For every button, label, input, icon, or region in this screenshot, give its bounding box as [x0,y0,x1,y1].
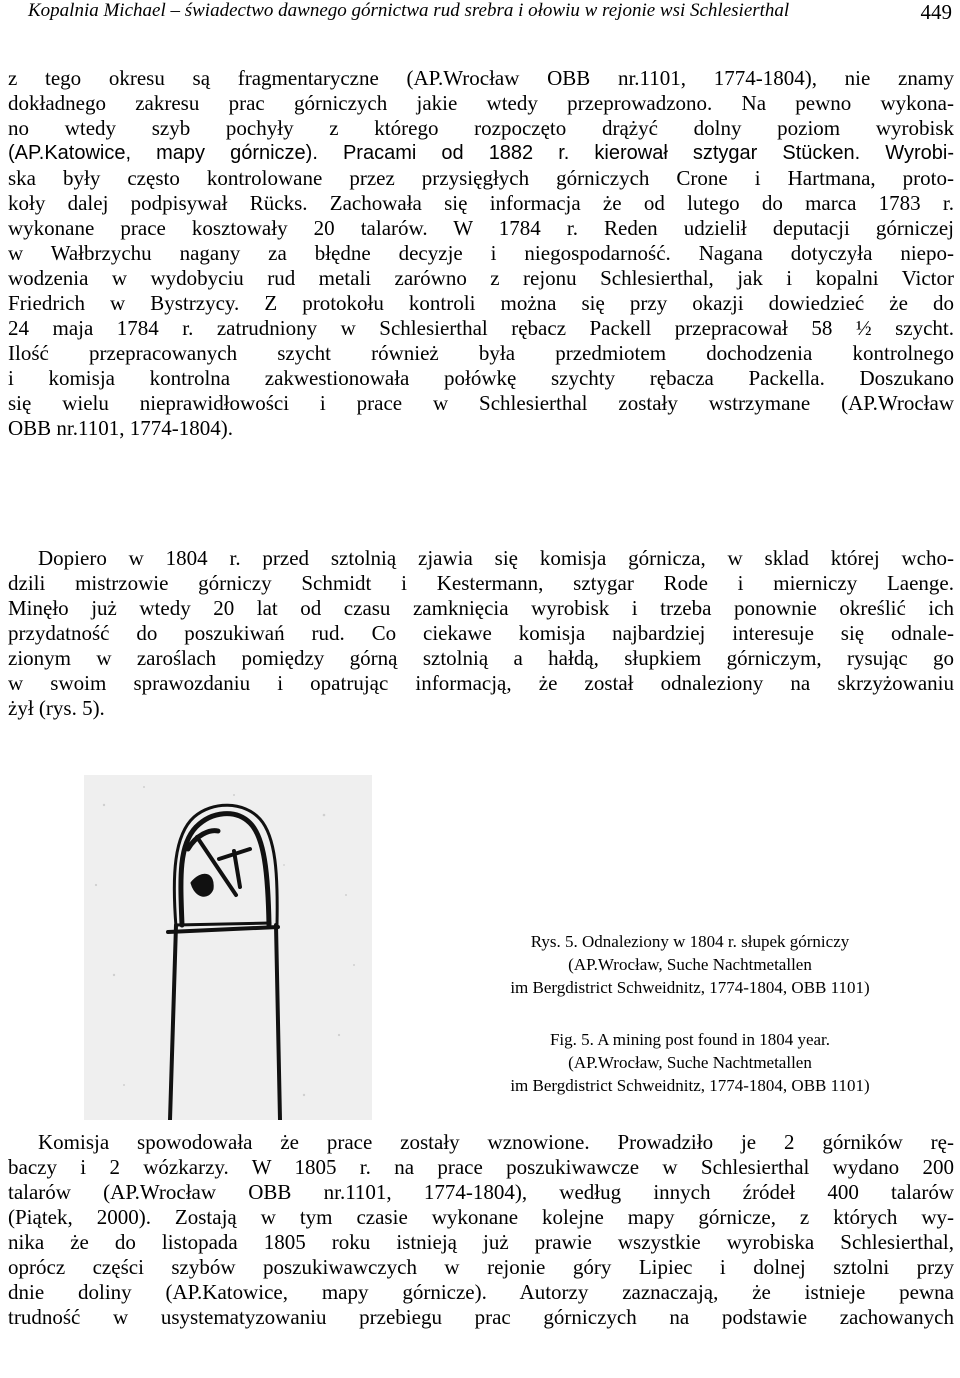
text-line: baczy i 2 wózkarzy. W 1805 r. na prace poszukiwawcze w Schlesierthal wydano 200 [8,1155,954,1179]
text-line: oprócz części szybów poszukiwawczych w rejonie góry Lipiec i dolnej sztolni przy [8,1255,954,1279]
caption-line: Fig. 5. A mining post found in 1804 year. [549,1030,831,1049]
text-line: wodzenia w wydobyciu rud metali zarówno z rejonu Schlesierthal, jak i kopalni Victor [8,266,954,290]
text-line: w Wałbrzychu nagany za błędne decyzje i niegospodarność. Nagana dotyczyła niepo- [8,241,954,265]
caption-line: (AP.Wrocław, Suche Nachtmetallen [568,1053,812,1072]
text-line: (Piątek, 2000). Zostają w tym czasie wykonane kolejne mapy górnicze, z których wy- [8,1205,954,1229]
caption-line: Rys. 5. Odnaleziony w 1804 r. słupek górniczy [530,932,850,951]
text-line: Minęło już wtedy 20 lat od czasu zamknięcia wyrobisk i trzeba ponownie określić ich [8,596,954,620]
figure-caption-english [430,1028,950,1097]
text-line: ska były często kontrolowane przez przysięgłych górniczych Crone i Hartmana, proto- [8,166,954,190]
text-line: Komisja spowodowała że prace zostały wznowione. Prowadziło je 2 górników rę- [38,1130,954,1154]
mining-post-sketch [84,775,372,1120]
text-line: Dopiero w 1804 r. przed sztolnią zjawia się komisja górnicza, w sklad której wcho- [38,546,954,570]
mining-post-drawing [84,775,372,1120]
text-line: wykonane prace kosztowały 20 talarów. W 1784 r. Reden udzielił deputacji górniczej [8,216,954,240]
text-line: z tego okresu są fragmentaryczne (AP.Wrocław OBB nr.1101, 1774-1804), nie znamy [8,66,954,90]
paragraph-3 [8,1130,954,1330]
figure-caption-polish [430,930,950,999]
caption-line: im Bergdistrict Schweidnitz, 1774-1804, OBB 1101) [510,978,870,997]
text-line: koły dalej podpisywał Rücks. Zachowała się informacja że od lutego do marca 1783 r. [8,191,954,215]
page-number: 449 [920,0,952,24]
text-line: trudność w usystematyzowaniu przebiegu prac górniczych na podstawie zachowanych [8,1305,954,1329]
text-line: dzili mistrzowie górniczy Schmidt i Kestermann, sztygar Rode i mierniczy Laenge. [8,571,954,595]
text-line: w swoim sprawozdaniu i opatrując informacją, że został odnaleziony na skrzyżowaniu [8,671,954,695]
text-line: Ilość przepracowanych szycht również była przedmiotem dochodzenia kontrolnego [8,341,954,365]
text-line: (AP.Katowice, mapy górnicze). Pracami od 1882 r. kierował sztygar Stücken. Wyrobi- [8,142,954,164]
caption-line: (AP.Wrocław, Suche Nachtmetallen [568,955,812,974]
running-header [28,0,960,30]
text-line: przydatność do poszukiwań rud. Co ciekawe komisja najbardziej interesuje się odnale- [8,621,954,645]
paragraph-1 [8,66,954,441]
paragraph-2 [8,546,954,721]
text-line: się wielu nieprawidłowości i prace w Schlesierthal zostały wstrzymane (AP.Wrocław [8,391,954,415]
text-line: talarów (AP.Wrocław OBB nr.1101, 1774-1804), według innych źródeł 400 talarów [8,1180,954,1204]
text-line: Friedrich w Bystrzycy. Z protokołu kontroli można się przy okazji dowiedzieć że do [8,291,954,315]
text-line: 24 maja 1784 r. zatrudniony w Schlesierthal rębacz Packell przepracował 58 ½ szycht. [8,316,954,340]
text-line: żył (rys. 5). [8,696,105,720]
text-line: no wtedy szyb pochyły z którego rozpoczęto drążyć dolny poziom wyrobisk [8,116,954,140]
text-line: OBB nr.1101, 1774-1804). [8,416,233,440]
text-line: nika że do listopada 1805 roku istnieją już prawie wszystkie wyrobiska Schlesierthal, [8,1230,954,1254]
running-title: Kopalnia Michael – świadectwo dawnego górnictwa rud srebra i ołowiu w rejonie wsi Schlesierthal [28,0,790,21]
caption-line: im Bergdistrict Schweidnitz, 1774-1804, OBB 1101) [510,1076,870,1095]
text-line: i komisja kontrolna zakwestionowała połówkę szychty rębacza Packella. Doszukano [8,366,954,390]
text-line: zionym w zaroślach pomiędzy górną sztolnią a hałdą, słupkiem górniczym, rysując go [8,646,954,670]
text-line: dokładnego zakresu prac górniczych jakie wtedy przeprowadzono. Na pewno wykona- [8,91,954,115]
text-line: dnie doliny (AP.Katowice, mapy górnicze). Autorzy zaznaczają, że istnieje pewna [8,1280,954,1304]
